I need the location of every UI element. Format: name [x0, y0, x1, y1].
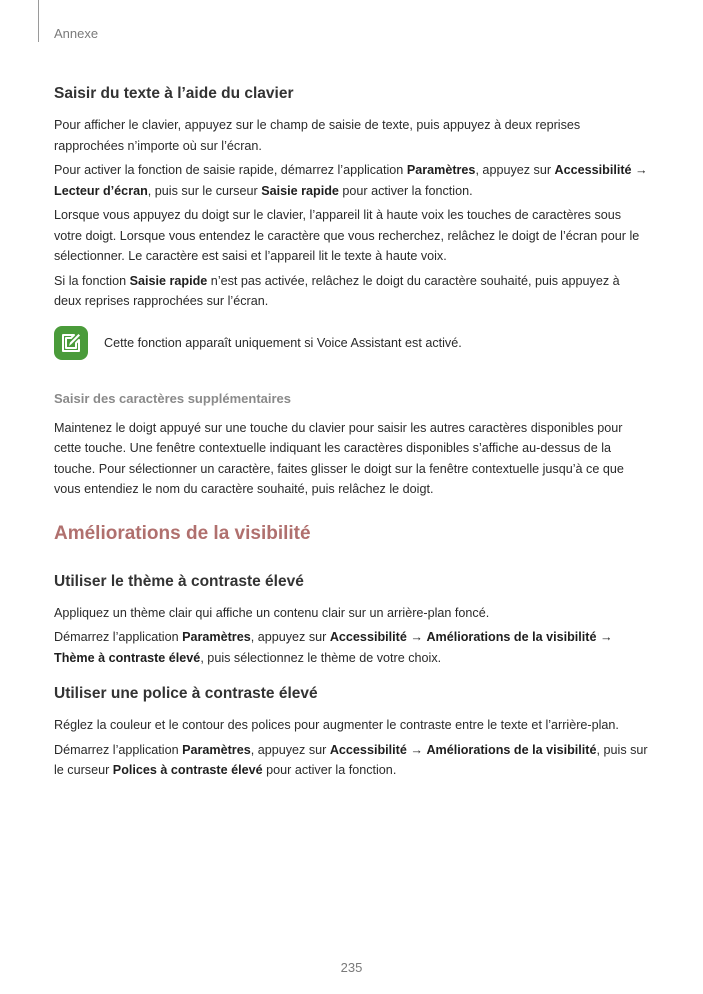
arrow-separator: →	[631, 163, 648, 177]
section-title-high-contrast-theme: Utiliser le thème à contraste élevé	[54, 572, 304, 590]
arrow-separator: →	[406, 630, 427, 644]
text-run: , appuyez sur	[250, 630, 330, 644]
paragraph-extra-chars: Maintenez le doigt appuyé sur une touche du clavier pour saisir les autres caractères disponibles pour cette touche. Une fenêtre contextuelle indiquant les caractères disponibles s’affiche au-dessus de la touche. Pour sélectionner un caractère, faites glisser le doigt sur la fenêtre contextuelle jusqu’à ce que vous entendiez le nom du caractère souhaité, puis relâchez le doigt.	[54, 420, 624, 496]
note-pencil-icon	[54, 326, 88, 360]
section-title-high-contrast-font: Utiliser une police à contraste élevé	[54, 685, 318, 702]
text-run: Démarrez l’application	[54, 630, 183, 644]
term-screen-reader: Lecteur d’écran	[54, 183, 148, 198]
text-run: Si la fonction	[54, 273, 130, 288]
paragraph-show-keyboard: Pour afficher le clavier, appuyez sur le champ de saisie de texte, puis appuyez à deux reprises rapprochées n’importe où sur l’écran.	[54, 118, 581, 153]
term-high-contrast-fonts: Polices à contraste élevé	[112, 763, 263, 777]
text-run: , puis sur le curseur	[54, 742, 648, 777]
text-run: pour activer la fonction.	[262, 763, 397, 777]
running-header: Annexe	[54, 26, 99, 41]
section-title-keyboard: Saisir du texte à l’aide du clavier	[54, 85, 294, 102]
term-accessibility: Accessibilité	[329, 630, 407, 644]
paragraph-font-steps	[54, 740, 650, 781]
paragraph-theme-steps	[54, 627, 650, 668]
term-settings: Paramètres	[182, 630, 251, 644]
subsection-title-extra-chars: Saisir des caractères supplémentaires	[54, 390, 292, 406]
note-text: Cette fonction apparaît uniquement si Voice Assistant est activé.	[104, 335, 462, 350]
text-run: Pour activer la fonction de saisie rapide, démarrez l’application	[54, 163, 407, 177]
term-accessibility: Accessibilité	[329, 742, 407, 757]
paragraph-touch-keyboard: Lorsque vous appuyez du doigt sur le clavier, l’appareil lit à haute voix les touches de caractères sous votre doigt. Lorsque vous entendez le caractère que vous recherchez, relâchez le doigt de l’écran pour le sélectionner. Le caractère est saisi et l’appareil lit le texte à haute voix.	[54, 208, 640, 263]
paragraph-quick-input	[54, 160, 650, 201]
text-run: n’est pas activée, relâchez le doigt du caractère souhaité, puis appuyez à deux reprises rapprochées sur l’écran.	[54, 273, 620, 308]
margin-rule	[38, 0, 39, 42]
arrow-separator: →	[406, 742, 427, 757]
term-quick-input: Saisie rapide	[261, 183, 339, 198]
term-accessibility: Accessibilité	[554, 163, 632, 177]
note-box	[54, 326, 650, 360]
page-number: 235	[340, 960, 363, 975]
text-run: Démarrez l’application	[54, 742, 183, 757]
term-visibility-enhancements: Améliorations de la visibilité	[426, 630, 597, 644]
term-high-contrast-theme: Thème à contraste élevé	[54, 650, 201, 665]
paragraph-font-intro: Réglez la couleur et le contour des polices pour augmenter le contraste entre le texte et l’arrière-plan.	[54, 718, 619, 732]
text-run: , puis sur le curseur	[147, 183, 262, 198]
text-run: , puis sélectionnez le thème de votre choix.	[200, 650, 442, 665]
chapter-title-visibility: Améliorations de la visibilité	[54, 522, 311, 544]
term-settings: Paramètres	[182, 742, 251, 757]
text-run: pour activer la fonction.	[338, 183, 473, 198]
paragraph-quick-input-off	[54, 271, 650, 312]
term-visibility-enhancements: Améliorations de la visibilité	[426, 742, 597, 757]
term-settings: Paramètres	[406, 163, 476, 177]
paragraph-theme-intro: Appliquez un thème clair qui affiche un contenu clair sur un arrière-plan foncé.	[54, 605, 490, 620]
text-run: , appuyez sur	[250, 742, 330, 757]
term-quick-input: Saisie rapide	[129, 273, 208, 288]
page-content	[54, 84, 650, 785]
arrow-separator: →	[596, 630, 613, 644]
text-run: , appuyez sur	[475, 163, 555, 177]
